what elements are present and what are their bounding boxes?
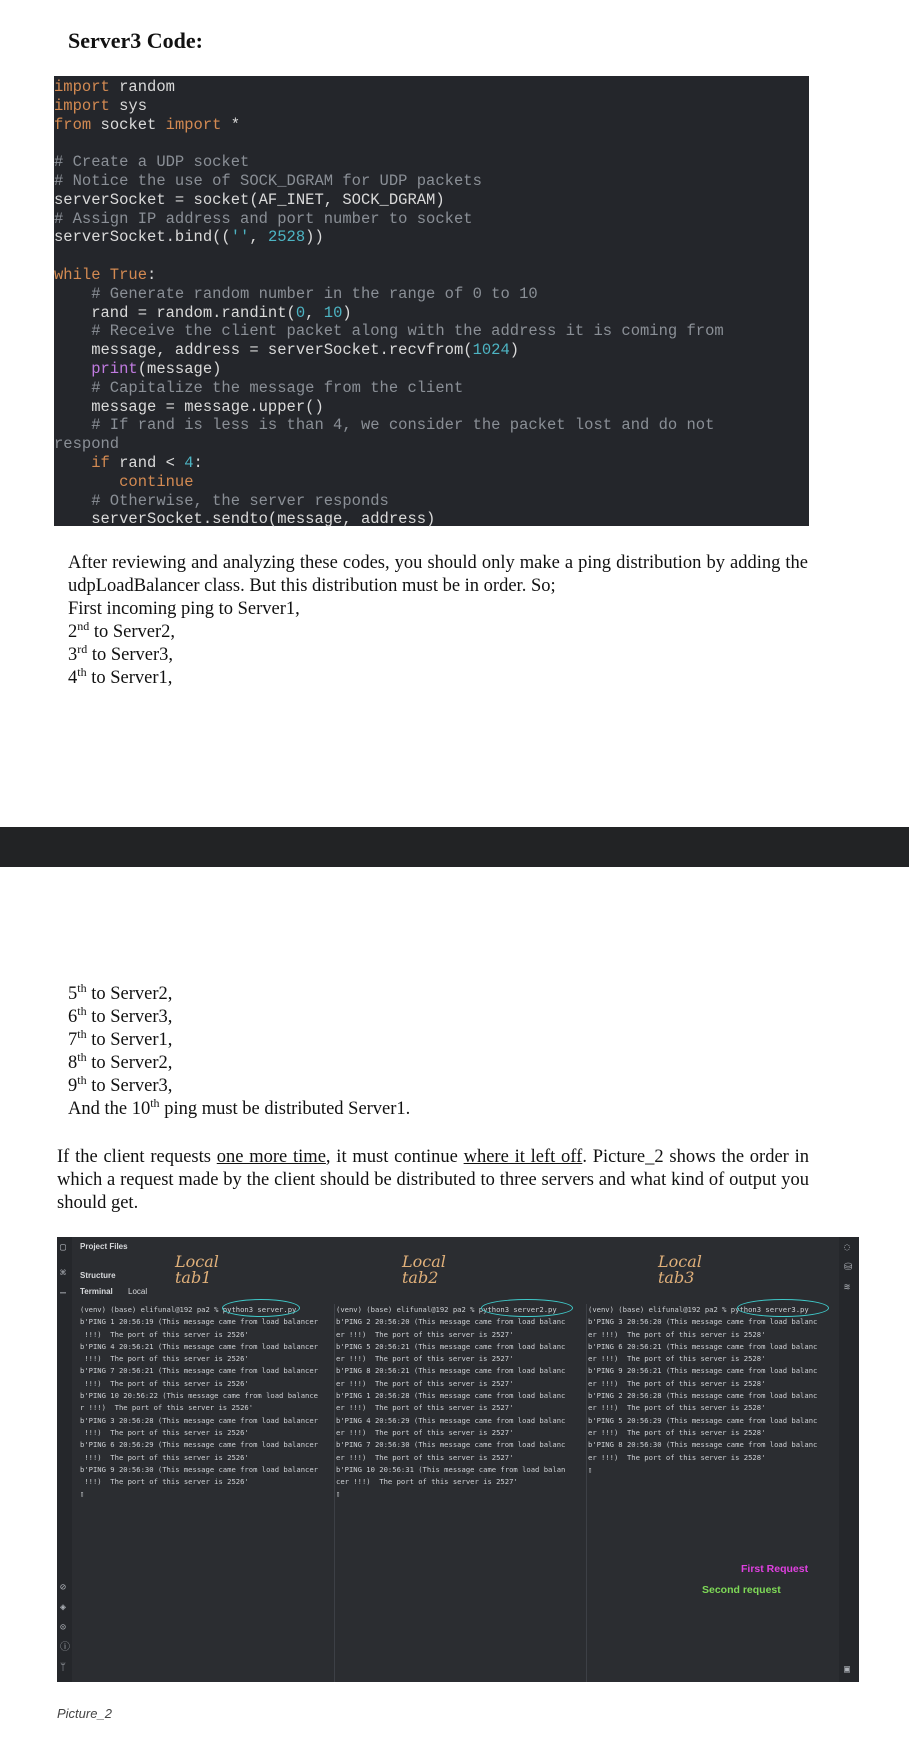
code-token: rand = random.randint(: [54, 303, 296, 322]
order-line-text: to Server2,: [86, 984, 173, 1004]
run-icon[interactable]: ⊙: [60, 1622, 67, 1633]
terminal-line: b'PING 8 20:56:30 (This message came from load balanc: [588, 1440, 818, 1450]
order-line: [68, 664, 173, 690]
problems-icon[interactable]: ⓘ: [60, 1642, 70, 1653]
code-token: # Capitalize the message from the client: [54, 378, 464, 397]
order-line-text: to Server3,: [87, 645, 174, 665]
order-line-n: 8: [68, 1053, 78, 1073]
settings-icon[interactable]: ≋: [844, 1282, 851, 1293]
order-line-n: 6: [68, 1007, 78, 1027]
code-token: message = message.upper(): [54, 397, 324, 416]
code-token: continue: [54, 472, 194, 491]
order-line-sup: nd: [77, 618, 90, 633]
code-token: 10: [323, 303, 343, 322]
terminal-line: !!!) The port of this server is 2526': [80, 1378, 249, 1388]
order-line-text: to Server3,: [86, 1076, 173, 1096]
figure-caption: Picture_2: [57, 1706, 112, 1721]
hand-label-tab1: [175, 1254, 219, 1286]
order-line-n: 4: [68, 668, 78, 688]
code-block: [54, 76, 809, 529]
highlight-oval-1: [222, 1299, 300, 1317]
code-token: ,: [305, 303, 324, 322]
code-token: *: [221, 115, 241, 134]
terminal-line: b'PING 1 20:56:28 (This message came from load balanc: [336, 1391, 566, 1401]
code-token: ): [509, 341, 520, 360]
terminal-screenshot: [57, 1237, 859, 1682]
terminal-line: b'PING 10 20:56:31 (This message came from load balan: [336, 1464, 566, 1474]
code-token: :: [193, 453, 203, 472]
code-token: serverSocket.bind((: [54, 228, 231, 247]
terminal-line: !!!) The port of this server is 2526': [80, 1477, 249, 1487]
code-token: random: [109, 78, 175, 96]
order-line: [68, 1095, 411, 1121]
order-line-sup: th: [77, 980, 87, 995]
code-token: ): [342, 303, 352, 322]
database-icon[interactable]: ⛁: [844, 1262, 853, 1273]
folder-icon[interactable]: ▢: [60, 1242, 67, 1253]
terminal-line: (venv) (base) elifunal@192 pa2 % python3 server2.py: [336, 1305, 557, 1314]
code-line: [54, 247, 809, 266]
code-line: [54, 266, 809, 285]
order-line: [68, 1026, 173, 1052]
terminal-line: er !!!) The port of this server is 2527': [336, 1354, 514, 1364]
code-token: (message): [137, 359, 222, 378]
terminal-line: b'PING 6 20:56:21 (This message came from load balanc: [588, 1341, 818, 1351]
terminal-line: er !!!) The port of this server is 2528': [588, 1329, 766, 1339]
terminal-line: (venv) (base) elifunal@192 pa2 % python3 server.py: [80, 1305, 297, 1314]
code-line: [54, 153, 809, 172]
code-token: 2528: [267, 228, 306, 247]
code-line: [54, 116, 809, 135]
code-token: rand <: [109, 453, 185, 472]
terminal-line: b'PING 6 20:56:29 (This message came from load balancer: [80, 1440, 318, 1450]
terminal-line: er !!!) The port of this server is 2528': [588, 1452, 766, 1462]
code-line: [54, 454, 809, 473]
terminal-line: b'PING 8 20:56:21 (This message came from load balanc: [336, 1366, 566, 1376]
project-files-label[interactable]: Project Files: [80, 1242, 128, 1251]
code-token: ,: [249, 228, 268, 247]
terminal-line: ▯: [588, 1464, 593, 1474]
order-line: [68, 980, 173, 1006]
terminal-line: ▯: [80, 1489, 85, 1499]
code-line: [54, 172, 809, 191]
code-line: [54, 473, 809, 492]
code-token: # Receive the client packet along with the address it is coming from: [54, 322, 724, 341]
legend-second-request: Second request: [702, 1584, 781, 1596]
code-token: # If rand is less is than 4, we consider the packet lost and do not: [54, 416, 715, 435]
tab-local[interactable]: Local: [128, 1287, 148, 1296]
structure-icon[interactable]: ⌘: [60, 1268, 67, 1279]
terminal-line: !!!) The port of this server is 2526': [80, 1329, 249, 1339]
code-line: [54, 341, 809, 360]
code-token: import: [165, 115, 222, 134]
code-token: socket: [91, 115, 166, 134]
order-line-sup: rd: [77, 641, 88, 656]
order-line-sup: th: [77, 1049, 87, 1064]
terminal-pane-1[interactable]: [80, 1304, 332, 1682]
code-line: [54, 322, 809, 341]
order-line-text: to Server1,: [86, 1030, 173, 1050]
terminal-line: b'PING 9 20:56:30 (This message came from load balancer: [80, 1464, 318, 1474]
code-token: # Generate random number in the range of 0 to 10: [54, 284, 538, 303]
git-icon[interactable]: ⊘: [60, 1582, 67, 1593]
code-token: 4: [184, 453, 194, 472]
code-token: # Assign IP address and port number to socket: [54, 209, 473, 228]
instruction-paragraph: After reviewing and analyzing these codes, you should only make a ping distribution by adding the udpLoadBalancer class. But this distribution must be in order. So;: [68, 553, 808, 596]
terminal-pane-2[interactable]: [336, 1304, 584, 1682]
code-line: [54, 285, 809, 304]
terminal-line: !!!) The port of this server is 2526': [80, 1354, 249, 1364]
code-line: [54, 379, 809, 398]
terminal-line: er !!!) The port of this server is 2527': [336, 1378, 514, 1388]
terminal-line: (venv) (base) elifunal@192 pa2 % python3 server3.py: [588, 1305, 809, 1314]
terminal-line: !!!) The port of this server is 2526': [80, 1452, 249, 1462]
order-line-sup: th: [77, 664, 87, 679]
terminal-line: b'PING 7 20:56:30 (This message came from load balanc: [336, 1440, 566, 1450]
terminal-line: ▯: [336, 1489, 341, 1499]
hand-label-tab2: [402, 1254, 446, 1286]
order-line-sup: th: [150, 1095, 160, 1110]
code-token: print: [54, 359, 138, 378]
terminal-corner-icon[interactable]: ▣: [844, 1664, 851, 1675]
terminal-line: b'PING 5 20:56:29 (This message came from load balanc: [588, 1415, 818, 1425]
code-token: message, address = serverSocket.recvfrom(: [54, 341, 473, 360]
structure-label[interactable]: Structure: [80, 1271, 116, 1280]
terminal-line: r !!!) The port of this server is 2526': [80, 1403, 254, 1413]
terminal-line: b'PING 1 20:56:19 (This message came from load balancer: [80, 1317, 318, 1327]
legend-first-request: First Request: [741, 1563, 809, 1575]
notifications-icon[interactable]: ◌: [844, 1242, 851, 1253]
code-line: [54, 492, 809, 511]
order-line-text: ping must be distributed Server1.: [159, 1099, 411, 1119]
order-line-text: to Server2,: [89, 622, 176, 642]
order-line: [68, 1003, 173, 1029]
page-break-band: [0, 827, 909, 867]
order-line-n: 3: [68, 645, 78, 665]
highlight-oval-2: [481, 1299, 573, 1317]
order-line-sup: th: [77, 1026, 87, 1041]
code-token: serverSocket = socket(AF_INET, SOCK_DGRAM): [54, 190, 445, 209]
order-line-n: And the 10: [68, 1099, 151, 1119]
code-token: :: [147, 265, 157, 284]
code-token: # Notice the use of SOCK_DGRAM for UDP packets: [54, 171, 482, 190]
highlight-oval-3: [737, 1299, 829, 1317]
terminal-line: b'PING 2 20:56:20 (This message came from load balanc: [336, 1317, 566, 1327]
code-token: serverSocket.sendto(message, address): [54, 510, 436, 529]
layers-icon[interactable]: ◈: [60, 1602, 67, 1613]
order-line: [68, 598, 300, 621]
terminal-line: er !!!) The port of this server is 2527': [336, 1329, 514, 1339]
order-line-sup: th: [77, 1072, 87, 1087]
code-token: respond: [54, 435, 120, 454]
order-line-text: to Server3,: [86, 1007, 173, 1027]
terminal-line: er !!!) The port of this server is 2528': [588, 1427, 766, 1437]
order-line-text: First incoming ping to Server1,: [68, 599, 300, 619]
code-line: [54, 435, 809, 454]
code-line: [54, 360, 809, 379]
terminal-line: b'PING 4 20:56:29 (This message came from load balanc: [336, 1415, 566, 1425]
code-token: '': [230, 228, 250, 247]
hand-label-tab1-text: Local tab1: [175, 1252, 219, 1287]
tab-terminal[interactable]: Terminal: [80, 1287, 113, 1296]
hand-label-tab3: [658, 1254, 702, 1286]
hand-label-tab3-text: Local tab3: [658, 1252, 702, 1287]
terminal-line: er !!!) The port of this server is 2527': [336, 1452, 514, 1462]
code-token: if: [54, 453, 110, 472]
code-line: [54, 416, 809, 435]
terminal-line: cer !!!) The port of this server is 2527': [336, 1477, 518, 1487]
order-line-n: 7: [68, 1030, 78, 1050]
code-line: [54, 78, 809, 97]
order-line-n: 5: [68, 984, 78, 1004]
terminal-line: er !!!) The port of this server is 2527': [336, 1403, 514, 1413]
code-token: import: [54, 78, 110, 96]
order-line-sup: th: [77, 1003, 87, 1018]
code-token: 1024: [472, 341, 510, 360]
terminal-pane-3[interactable]: [588, 1304, 838, 1682]
code-line: [54, 510, 809, 529]
hand-label-tab2-text: Local tab2: [402, 1252, 446, 1287]
code-line: [54, 398, 809, 417]
terminal-line: er !!!) The port of this server is 2528': [588, 1354, 766, 1364]
code-token: # Create a UDP socket: [54, 153, 250, 172]
order-line: [68, 618, 176, 644]
terminal-line: b'PING 4 20:56:21 (This message came from load balancer: [80, 1341, 318, 1351]
code-token: while True: [54, 265, 148, 284]
code-token: import: [54, 96, 110, 115]
code-token: sys: [109, 96, 148, 115]
terminal-line: b'PING 2 20:56:28 (This message came from load balanc: [588, 1391, 818, 1401]
continuation-paragraph: If the client requests one more time, it must continue where it left off. Picture_2 shows the order in which a request made by the client should be distributed to three servers and what kind of output you should get.: [57, 1147, 810, 1213]
terminal-line: b'PING 9 20:56:21 (This message came from load balanc: [588, 1366, 818, 1376]
terminal-line: !!!) The port of this server is 2526': [80, 1427, 249, 1437]
order-line-n: 2: [68, 622, 78, 642]
order-line: [68, 1072, 173, 1098]
more-icon[interactable]: ⋯: [60, 1288, 67, 1299]
order-line: [68, 641, 174, 667]
terminal-line: b'PING 7 20:56:21 (This message came from load balancer: [80, 1366, 318, 1376]
code-token: from: [54, 115, 92, 134]
terminal-line: b'PING 3 20:56:20 (This message came from load balanc: [588, 1317, 818, 1327]
terminal-line: b'PING 10 20:56:22 (This message came from load balance: [80, 1391, 318, 1401]
code-token: )): [305, 228, 324, 247]
pane-divider[interactable]: [586, 1304, 587, 1682]
order-line: [68, 1049, 173, 1075]
code-line: [54, 304, 809, 323]
left-toolbar: [57, 1237, 72, 1682]
code-line: [54, 210, 809, 229]
code-line: [54, 191, 809, 210]
code-line: [54, 228, 809, 247]
terminal-line: er !!!) The port of this server is 2528': [588, 1378, 766, 1388]
order-line-n: 9: [68, 1076, 78, 1096]
order-line-text: to Server1,: [86, 668, 173, 688]
terminal-header: [72, 1237, 839, 1304]
code-token: 0: [295, 303, 306, 322]
branch-icon[interactable]: ᛘ: [60, 1662, 66, 1673]
code-line: [54, 134, 809, 153]
order-line-text: to Server2,: [86, 1053, 173, 1073]
pane-divider[interactable]: [334, 1304, 335, 1682]
terminal-line: b'PING 5 20:56:21 (This message came from load balanc: [336, 1341, 566, 1351]
terminal-line: er !!!) The port of this server is 2527': [336, 1427, 514, 1437]
code-line: [54, 97, 809, 116]
right-toolbar: [839, 1237, 859, 1682]
terminal-line: b'PING 3 20:56:28 (This message came from load balancer: [80, 1415, 318, 1425]
code-token: # Otherwise, the server responds: [54, 491, 389, 510]
section-heading: Server3 Code:: [68, 28, 204, 53]
terminal-line: er !!!) The port of this server is 2528': [588, 1403, 766, 1413]
